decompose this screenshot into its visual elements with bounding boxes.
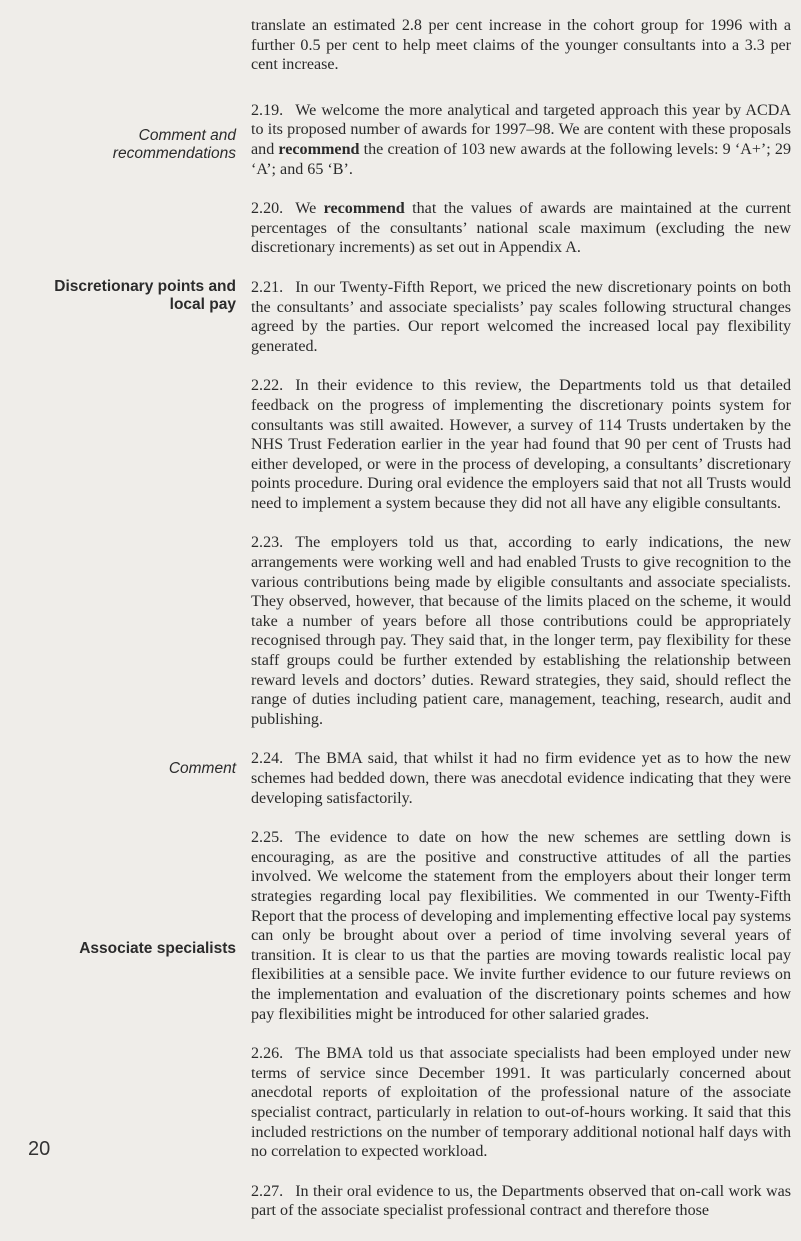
paragraph-text: The evidence to date on how the new schemes are settling down is encouraging, as are the positive and constructive attitudes of all the parties involved. We welcome the statement from the employers about their longer term strategies regarding local pay flexibilities. We commented in our Twenty-Fifth Report that the process of developing and implementing effective local pay systems can only be brought about over a period of time involving several years of transition. It is clear to us that the parties are moving towards realistic local pay flexibilities at a sensible pace. We invite further evidence to our future reviews on the implementation and evaluation of the discretionary points schemes and how pay flexibilities might be introduced for other salaried grades. <box>251 829 791 1023</box>
paragraph-text: the creation of 103 new awards at the following levels: 9 ‘A+’; 29 ‘A’; and 65 ‘B’. <box>251 140 791 178</box>
paragraph-number: 2.20. <box>251 200 284 218</box>
paragraph <box>251 749 791 808</box>
paragraph-text: In our Twenty-Fifth Report, we priced the new discretionary points on both the consultants’ and associate specialists’ pay scales following structural changes agreed by the parties. Our report welcomed the increased local pay flexibility generated. <box>251 278 791 355</box>
paragraph-number: 2.19. <box>251 101 284 119</box>
paragraph <box>251 376 791 513</box>
emphasis-text: recommend <box>278 140 360 158</box>
paragraph-number: 2.21. <box>251 278 284 296</box>
paragraph-text: We <box>295 200 324 218</box>
paragraph <box>251 533 791 729</box>
paragraph-number: 2.22. <box>251 377 284 395</box>
page-number: 20 <box>28 1138 51 1160</box>
paragraph-number: 2.24. <box>251 750 284 768</box>
paragraph <box>251 16 791 75</box>
paragraph-text: The BMA said, that whilst it had no firm evidence yet as to how the new schemes had bedded down, there was anecdotal evidence indicating that they were developing satisfactorily. <box>251 750 791 807</box>
paragraph-text: The BMA told us that associate specialists had been employed under new terms of service since December 1991. It was particularly concerned about anecdotal reports of exploitation of the professional nature of the associate specialist contract, particularly in relation to out-of-hours working. It said that this included restrictions on the number of temporary additional notional half days with no correlation to expected workload. <box>251 1045 791 1161</box>
paragraph-text: The employers told us that, according to early indications, the new arrangements were working well and had enabled Trusts to give recognition to the various contributions being made by eligible consultants and associate specialists. They observed, however, that because of the limits placed on the scheme, it would take a number of years before all those contributions could be appropriately recognised through pay. They said that, in the longer term, pay flexibility for these staff groups could be further extended by establishing the relationship between reward levels and doctors’ duties. Reward strategies, they said, should reflect the range of duties including patient care, management, teaching, research, audit and publishing. <box>251 534 791 728</box>
paragraph <box>251 828 791 1024</box>
paragraph-text: We welcome the more analytical and targeted approach this year by ACDA to its proposed number of awards for 1997–98. We are content with these proposals and <box>251 101 791 158</box>
paragraph-text: translate an estimated 2.8 per cent increase in the cohort group for 1996 with a further 0.5 per cent to help meet claims of the younger consultants into a 3.3 per cent increase. <box>251 17 791 74</box>
margin-heading-comment: Comment <box>168 760 236 777</box>
body-text-column <box>251 16 791 1241</box>
paragraph-number: 2.25. <box>251 829 284 847</box>
margin-heading-associate-specialists: Associate specialists <box>79 940 236 957</box>
margin-heading-comment-and-recommendations: Comment and recommendations <box>112 127 236 162</box>
paragraph-number: 2.23. <box>251 534 284 552</box>
paragraph-text: In their oral evidence to us, the Departments observed that on-call work was part of the associate specialist professional contract and therefore those <box>251 1182 791 1220</box>
paragraph <box>251 1044 791 1162</box>
margin-heading-discretionary-points: Discretionary points and local pay <box>54 278 236 313</box>
paragraph <box>251 101 791 179</box>
emphasis-text: recommend <box>323 200 405 218</box>
paragraph <box>251 278 791 356</box>
paragraph-text: In their evidence to this review, the Departments told us that detailed feedback on the progress of implementing the discretionary points system for consultants was still awaited. However, a survey of 114 Trusts undertaken by the NHS Trust Federation earlier in the year had found that 90 per cent of Trusts had either developed, or were in the process of developing, a consultants’ discretionary points procedure. During oral evidence the employers said that not all Trusts would need to implement a system because they did not all have any eligible consultants. <box>251 377 791 512</box>
paragraph <box>251 199 791 258</box>
paragraph-number: 2.27. <box>251 1182 284 1200</box>
paragraph <box>251 1182 791 1221</box>
paragraph-text: that the values of awards are maintained at the current percentages of the consultants’ national scale maximum (excluding the new discretionary increments) as set out in Appendix A. <box>251 200 791 257</box>
paragraph-number: 2.26. <box>251 1045 284 1063</box>
